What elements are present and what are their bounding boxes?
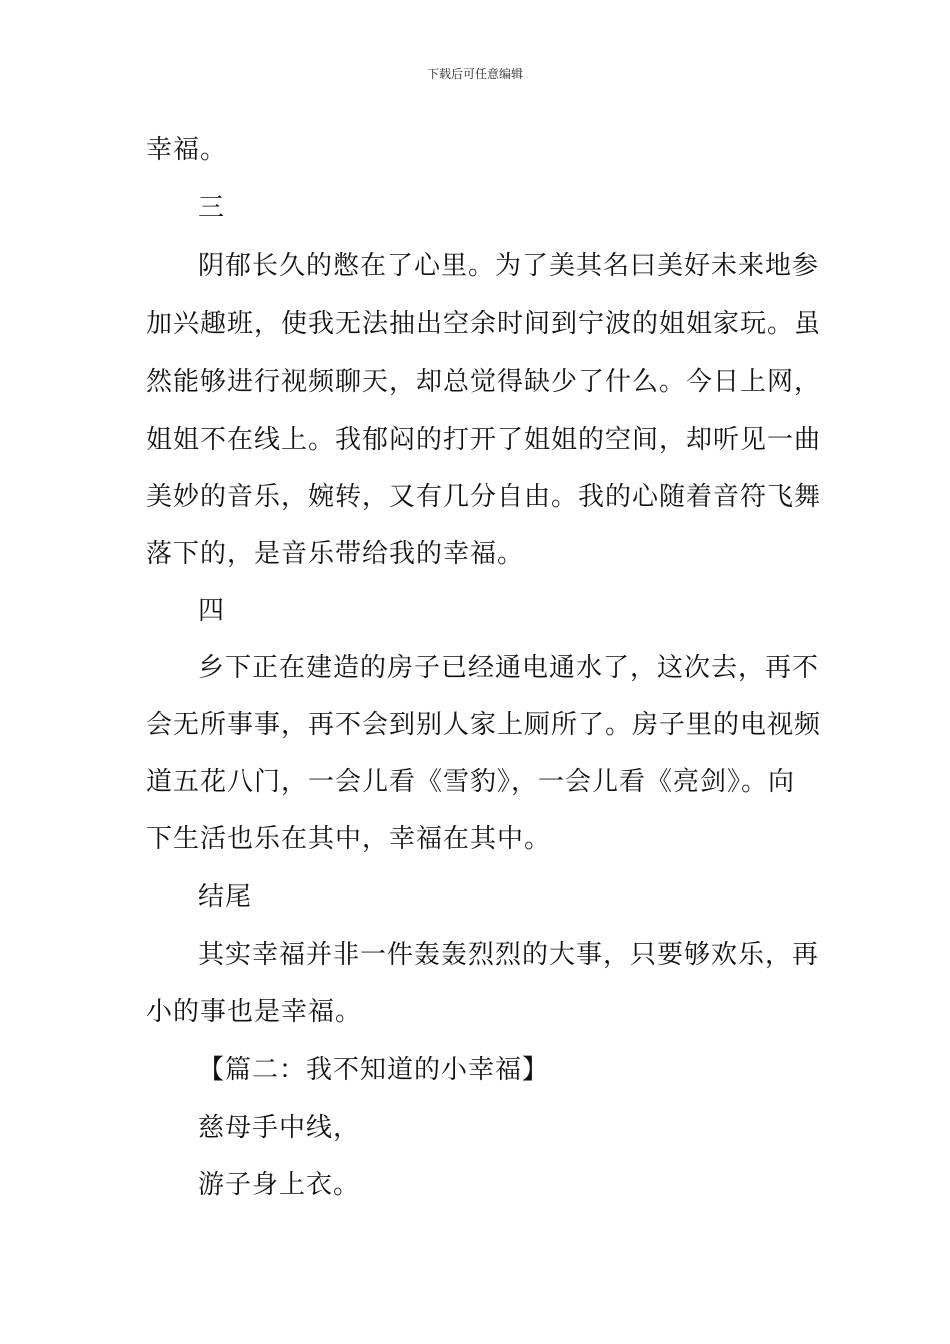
text-line: 会无所事事，再不会到别人家上厕所了。房子里的电视频 — [146, 710, 822, 740]
section-heading: 四 — [198, 596, 226, 626]
section-title: 【篇二：我不知道的小幸福】 — [198, 1055, 550, 1085]
text-line: 下生活也乐在其中，幸福在其中。 — [146, 824, 552, 854]
section-heading: 三 — [198, 193, 226, 223]
text-line: 然能够进行视频聊天，却总觉得缺少了什么。今日上网， — [146, 367, 822, 397]
text-line: 阴郁长久的憋在了心里。为了美其名曰美好未来地参 — [198, 251, 820, 281]
text-line: 落下的，是音乐带给我的幸福。 — [146, 539, 525, 569]
text-line: 乡下正在建造的房子已经通电通水了，这次去，再不 — [198, 653, 820, 683]
text-line: 姐姐不在线上。我郁闷的打开了姐姐的空间，却听见一曲 — [146, 425, 822, 455]
text-line: 加兴趣班，使我无法抽出空余时间到宁波的姐姐家玩。虽 — [146, 309, 822, 339]
page-header: 下载后可任意编辑 — [426, 67, 523, 81]
text-line: 幸福。 — [146, 135, 228, 165]
text-line: 道五花八门，一会儿看《雪豹》，一会儿看《亮剑》。向 — [146, 767, 796, 797]
text-line: 慈母手中线， — [198, 1113, 361, 1143]
text-line: 小的事也是幸福。 — [146, 997, 363, 1027]
text-line: 其实幸福并非一件轰轰烈烈的大事，只要够欢乐，再 — [198, 940, 820, 970]
section-heading: 结尾 — [198, 882, 253, 912]
text-line: 游子身上衣。 — [198, 1170, 361, 1200]
text-line: 美妙的音乐，婉转，又有几分自由。我的心随着音符飞舞 — [146, 482, 822, 512]
